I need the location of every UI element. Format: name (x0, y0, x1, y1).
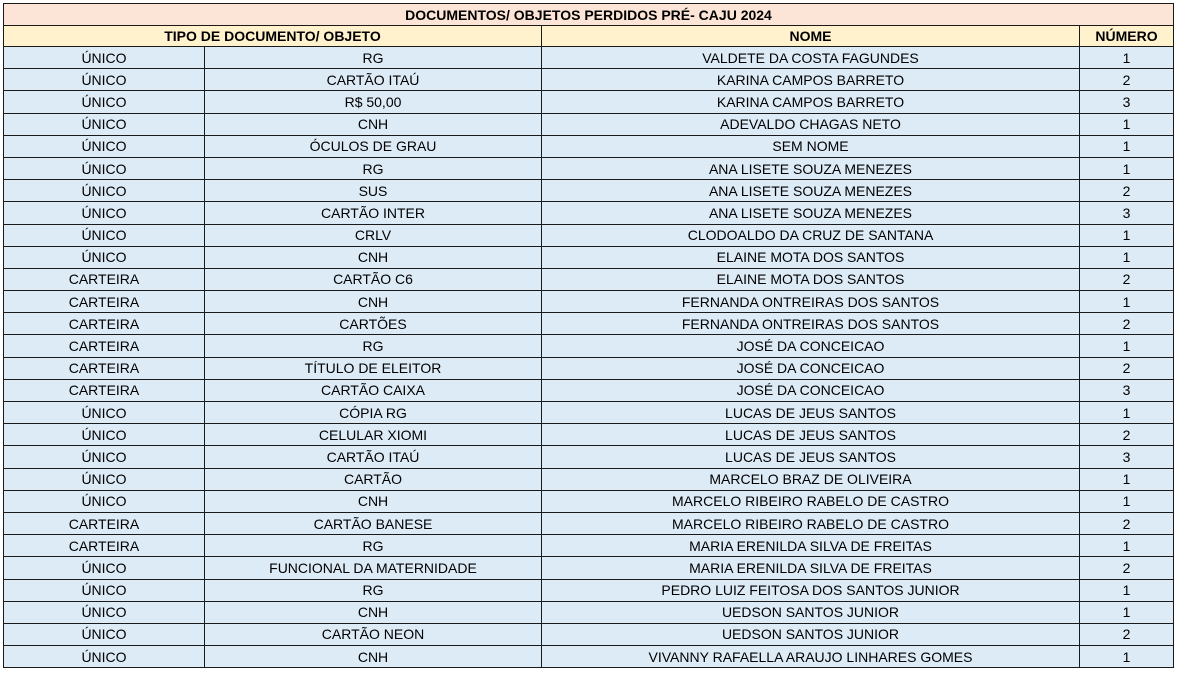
cell-numero[interactable]: 3 (1080, 202, 1174, 224)
cell-categoria[interactable]: CARTEIRA (4, 357, 205, 379)
cell-objeto[interactable]: CARTÕES (205, 313, 542, 335)
cell-nome[interactable]: KARINA CAMPOS BARRETO (542, 69, 1080, 91)
cell-categoria[interactable]: ÚNICO (4, 202, 205, 224)
cell-nome[interactable]: ELAINE MOTA DOS SANTOS (542, 268, 1080, 290)
cell-objeto[interactable]: CNH (205, 646, 542, 668)
cell-categoria[interactable]: CARTEIRA (4, 535, 205, 557)
cell-numero[interactable]: 1 (1080, 47, 1174, 69)
cell-numero[interactable]: 2 (1080, 69, 1174, 91)
cell-objeto[interactable]: CNH (205, 291, 542, 313)
cell-numero[interactable]: 2 (1080, 512, 1174, 534)
table-row (4, 224, 1174, 246)
cell-nome[interactable]: VIVANNY RAFAELLA ARAUJO LINHARES GOMES (542, 646, 1080, 668)
cell-objeto[interactable]: CNH (205, 246, 542, 268)
table-row (4, 446, 1174, 468)
cell-numero[interactable]: 2 (1080, 268, 1174, 290)
cell-objeto[interactable]: CÓPIA RG (205, 402, 542, 424)
cell-objeto[interactable]: CARTÃO ITAÚ (205, 69, 542, 91)
cell-objeto[interactable]: CNH (205, 113, 542, 135)
cell-numero[interactable]: 1 (1080, 113, 1174, 135)
header-numero[interactable]: NÚMERO (1080, 26, 1174, 47)
cell-nome[interactable]: MARCELO RIBEIRO RABELO DE CASTRO (542, 512, 1080, 534)
cell-nome[interactable]: FERNANDA ONTREIRAS DOS SANTOS (542, 291, 1080, 313)
table-row (4, 402, 1174, 424)
cell-numero[interactable]: 2 (1080, 180, 1174, 202)
table-row (4, 268, 1174, 290)
table-row (4, 535, 1174, 557)
cell-numero[interactable]: 3 (1080, 446, 1174, 468)
cell-numero[interactable]: 3 (1080, 379, 1174, 401)
cell-categoria[interactable]: ÚNICO (4, 424, 205, 446)
cell-objeto[interactable]: RG (205, 157, 542, 179)
table-row (4, 313, 1174, 335)
cell-categoria[interactable]: ÚNICO (4, 446, 205, 468)
table-row (4, 557, 1174, 579)
cell-categoria[interactable]: ÚNICO (4, 224, 205, 246)
title-row (4, 4, 1174, 26)
table-row (4, 180, 1174, 202)
cell-categoria[interactable]: ÚNICO (4, 557, 205, 579)
cell-objeto[interactable]: CARTÃO CAIXA (205, 379, 542, 401)
cell-categoria[interactable]: ÚNICO (4, 402, 205, 424)
cell-nome[interactable]: KARINA CAMPOS BARRETO (542, 91, 1080, 113)
cell-numero[interactable]: 1 (1080, 468, 1174, 490)
cell-nome[interactable]: ANA LISETE SOUZA MENEZES (542, 157, 1080, 179)
cell-categoria[interactable]: ÚNICO (4, 623, 205, 645)
table-row (4, 202, 1174, 224)
table-row (4, 291, 1174, 313)
cell-nome[interactable]: MARIA ERENILDA SILVA DE FREITAS (542, 535, 1080, 557)
cell-numero[interactable]: 1 (1080, 335, 1174, 357)
cell-categoria[interactable]: CARTEIRA (4, 512, 205, 534)
cell-numero[interactable]: 2 (1080, 313, 1174, 335)
cell-nome[interactable]: UEDSON SANTOS JUNIOR (542, 623, 1080, 645)
cell-nome[interactable]: ANA LISETE SOUZA MENEZES (542, 180, 1080, 202)
table-row (4, 579, 1174, 601)
cell-numero[interactable]: 2 (1080, 357, 1174, 379)
spreadsheet (3, 3, 1173, 668)
cell-objeto[interactable]: RG (205, 535, 542, 557)
cell-objeto[interactable]: CARTÃO INTER (205, 202, 542, 224)
cell-nome[interactable]: ANA LISETE SOUZA MENEZES (542, 202, 1080, 224)
cell-categoria[interactable]: ÚNICO (4, 69, 205, 91)
cell-categoria[interactable]: ÚNICO (4, 601, 205, 623)
header-row (4, 26, 1174, 47)
cell-objeto[interactable]: CARTÃO C6 (205, 268, 542, 290)
cell-nome[interactable]: CLODOALDO DA CRUZ DE SANTANA (542, 224, 1080, 246)
cell-nome[interactable]: JOSÉ DA CONCEICAO (542, 379, 1080, 401)
cell-numero[interactable]: 1 (1080, 224, 1174, 246)
cell-numero[interactable]: 1 (1080, 535, 1174, 557)
cell-nome[interactable]: PEDRO LUIZ FEITOSA DOS SANTOS JUNIOR (542, 579, 1080, 601)
table-row (4, 424, 1174, 446)
table-row (4, 157, 1174, 179)
cell-numero[interactable]: 1 (1080, 246, 1174, 268)
table-row (4, 646, 1174, 668)
cell-categoria[interactable]: ÚNICO (4, 490, 205, 512)
cell-numero[interactable]: 1 (1080, 579, 1174, 601)
table-row (4, 623, 1174, 645)
cell-nome[interactable]: ELAINE MOTA DOS SANTOS (542, 246, 1080, 268)
cell-nome[interactable]: JOSÉ DA CONCEICAO (542, 357, 1080, 379)
cell-categoria[interactable]: ÚNICO (4, 157, 205, 179)
cell-nome[interactable]: UEDSON SANTOS JUNIOR (542, 601, 1080, 623)
table-row (4, 357, 1174, 379)
table-row (4, 69, 1174, 91)
table-row (4, 512, 1174, 534)
cell-categoria[interactable]: ÚNICO (4, 180, 205, 202)
cell-objeto[interactable]: CNH (205, 490, 542, 512)
cell-nome[interactable]: FERNANDA ONTREIRAS DOS SANTOS (542, 313, 1080, 335)
cell-categoria[interactable]: CARTEIRA (4, 268, 205, 290)
cell-nome[interactable]: MARCELO RIBEIRO RABELO DE CASTRO (542, 490, 1080, 512)
cell-nome[interactable]: JOSÉ DA CONCEICAO (542, 335, 1080, 357)
cell-numero[interactable]: 1 (1080, 291, 1174, 313)
table-row (4, 135, 1174, 157)
cell-numero[interactable]: 2 (1080, 424, 1174, 446)
cell-nome[interactable]: VALDETE DA COSTA FAGUNDES (542, 47, 1080, 69)
cell-categoria[interactable]: ÚNICO (4, 468, 205, 490)
table-row (4, 490, 1174, 512)
cell-categoria[interactable]: ÚNICO (4, 47, 205, 69)
cell-objeto[interactable]: TÍTULO DE ELEITOR (205, 357, 542, 379)
cell-nome[interactable]: LUCAS DE JEUS SANTOS (542, 402, 1080, 424)
cell-objeto[interactable]: CRLV (205, 224, 542, 246)
cell-categoria[interactable]: ÚNICO (4, 113, 205, 135)
cell-categoria[interactable]: ÚNICO (4, 579, 205, 601)
table-body (4, 47, 1174, 668)
cell-nome[interactable]: LUCAS DE JEUS SANTOS (542, 446, 1080, 468)
cell-categoria[interactable]: ÚNICO (4, 646, 205, 668)
cell-categoria[interactable]: CARTEIRA (4, 313, 205, 335)
cell-objeto[interactable]: CARTÃO ITAÚ (205, 446, 542, 468)
cell-nome[interactable]: LUCAS DE JEUS SANTOS (542, 424, 1080, 446)
cell-objeto[interactable]: CELULAR XIOMI (205, 424, 542, 446)
cell-numero[interactable]: 3 (1080, 91, 1174, 113)
table-row (4, 468, 1174, 490)
cell-categoria[interactable]: CARTEIRA (4, 379, 205, 401)
cell-nome[interactable]: MARCELO BRAZ DE OLIVEIRA (542, 468, 1080, 490)
cell-numero[interactable]: 1 (1080, 402, 1174, 424)
cell-objeto[interactable]: CNH (205, 601, 542, 623)
cell-numero[interactable]: 1 (1080, 646, 1174, 668)
header-nome[interactable]: NOME (542, 26, 1080, 47)
cell-numero[interactable]: 1 (1080, 601, 1174, 623)
header-tipo[interactable]: TIPO DE DOCUMENTO/ OBJETO (4, 26, 542, 47)
cell-objeto[interactable]: CARTÃO (205, 468, 542, 490)
cell-objeto[interactable]: CARTÃO NEON (205, 623, 542, 645)
cell-numero[interactable]: 1 (1080, 490, 1174, 512)
lost-items-table (3, 3, 1174, 668)
cell-objeto[interactable]: RG (205, 335, 542, 357)
table-row (4, 91, 1174, 113)
cell-numero[interactable]: 1 (1080, 135, 1174, 157)
cell-numero[interactable]: 2 (1080, 557, 1174, 579)
cell-objeto[interactable]: RG (205, 47, 542, 69)
cell-categoria[interactable]: ÚNICO (4, 246, 205, 268)
table-row (4, 335, 1174, 357)
table-row (4, 246, 1174, 268)
cell-objeto[interactable]: ÓCULOS DE GRAU (205, 135, 542, 157)
cell-categoria[interactable]: CARTEIRA (4, 291, 205, 313)
table-row (4, 113, 1174, 135)
cell-numero[interactable]: 1 (1080, 157, 1174, 179)
cell-nome[interactable]: SEM NOME (542, 135, 1080, 157)
cell-objeto[interactable]: R$ 50,00 (205, 91, 542, 113)
table-title[interactable]: DOCUMENTOS/ OBJETOS PERDIDOS PRÉ- CAJU 2024 (4, 4, 1174, 26)
cell-objeto[interactable]: FUNCIONAL DA MATERNIDADE (205, 557, 542, 579)
cell-objeto[interactable]: RG (205, 579, 542, 601)
cell-categoria[interactable]: ÚNICO (4, 91, 205, 113)
table-row (4, 601, 1174, 623)
table-row (4, 379, 1174, 401)
cell-objeto[interactable]: CARTÃO BANESE (205, 512, 542, 534)
cell-nome[interactable]: MARIA ERENILDA SILVA DE FREITAS (542, 557, 1080, 579)
table-row (4, 47, 1174, 69)
cell-categoria[interactable]: ÚNICO (4, 135, 205, 157)
cell-categoria[interactable]: CARTEIRA (4, 335, 205, 357)
cell-numero[interactable]: 2 (1080, 623, 1174, 645)
cell-objeto[interactable]: SUS (205, 180, 542, 202)
cell-nome[interactable]: ADEVALDO CHAGAS NETO (542, 113, 1080, 135)
